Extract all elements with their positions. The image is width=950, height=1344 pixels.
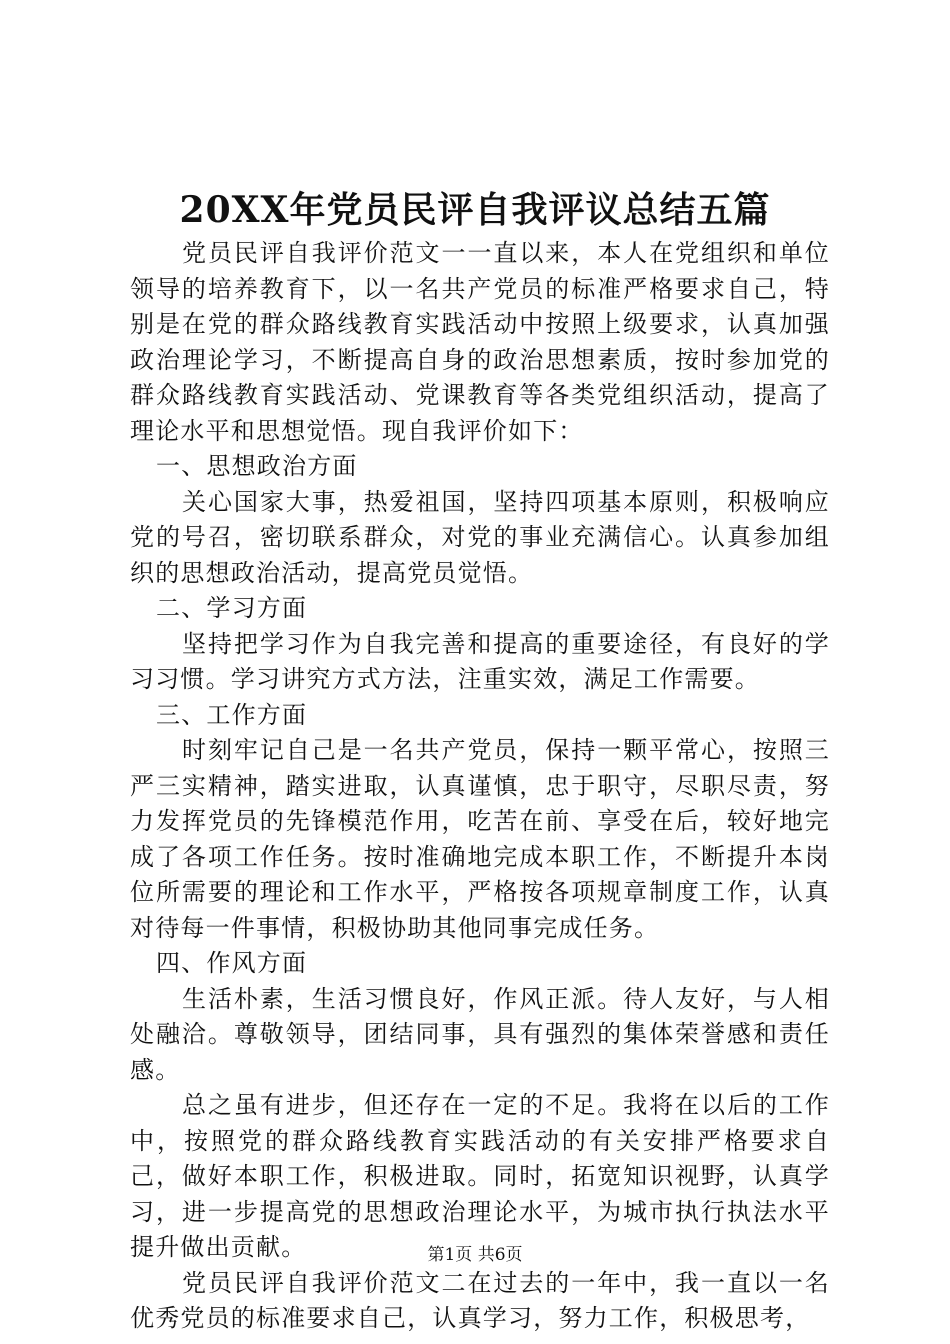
paragraph-style: 生活朴素，生活习惯良好，作风正派。待人友好，与人相处融洽。尊敬领导，团结同事，具有强烈的集体荣誉感和责任感。 xyxy=(130,984,830,1084)
paragraph-sample-two: 党员民评自我评价范文二在过去的一年中，我一直以一名优秀党员的标准要求自己，认真学习，努力工作，积极思考， xyxy=(130,1268,830,1332)
document-title: 20XX年党员民评自我评议总结五篇 xyxy=(179,189,771,231)
paragraph-politics: 关心国家大事，热爱祖国，坚持四项基本原则，积极响应党的号召，密切联系群众，对党的事业充满信心。认真参加组织的思想政治活动，提高党员觉悟。 xyxy=(130,487,830,587)
paragraph-summary: 总之虽有进步，但还存在一定的不足。我将在以后的工作中，按照党的群众路线教育实践活动的有关安排严格要求自己，做好本职工作，积极进取。同时，拓宽知识视野，认真学习，进一步提高党的思想政治理论水平，为城市执行执法水平提升做出贡献。 xyxy=(130,1091,830,1261)
section-heading-work: 三、工作方面 xyxy=(156,700,308,729)
section-heading-politics: 一、思想政治方面 xyxy=(156,452,358,480)
paragraph-work: 时刻牢记自己是一名共产党员，保持一颗平常心，按照三严三实精神，踏实进取，认真谨慎，忠于职守，尽职尽责，努力发挥党员的先锋模范作用，吃苦在前、享受在后，较好地完成了各项工作任务。按时准确地完成本职工作，不断提升本岗位所需要的理论和工作水平，严格按各项规章制度工作，认真对待每一件事情，积极协助其他同事完成任务。 xyxy=(130,736,830,942)
section-heading-study: 二、学习方面 xyxy=(156,594,308,622)
page-footer: 第1页 共6页 xyxy=(427,1245,523,1265)
document-body xyxy=(130,236,830,1337)
paragraph-intro: 党员民评自我评价范文一一直以来，本人在党组织和单位领导的培养教育下，以一名共产党员的标准严格要求自己，特别是在党的群众路线教育实践活动中按照上级要求，认真加强政治理论学习，不断提高自身的政治思想素质，按时参加党的群众路线教育实践活动、党课教育等各类党组织活动，提高了理论水平和思想觉悟。现自我评价如下： xyxy=(130,239,830,445)
section-heading-style: 四、作风方面 xyxy=(156,949,308,977)
paragraph-study: 坚持把学习作为自我完善和提高的重要途径，有良好的学习习惯。学习讲究方式方法，注重实效，满足工作需要。 xyxy=(130,629,830,693)
